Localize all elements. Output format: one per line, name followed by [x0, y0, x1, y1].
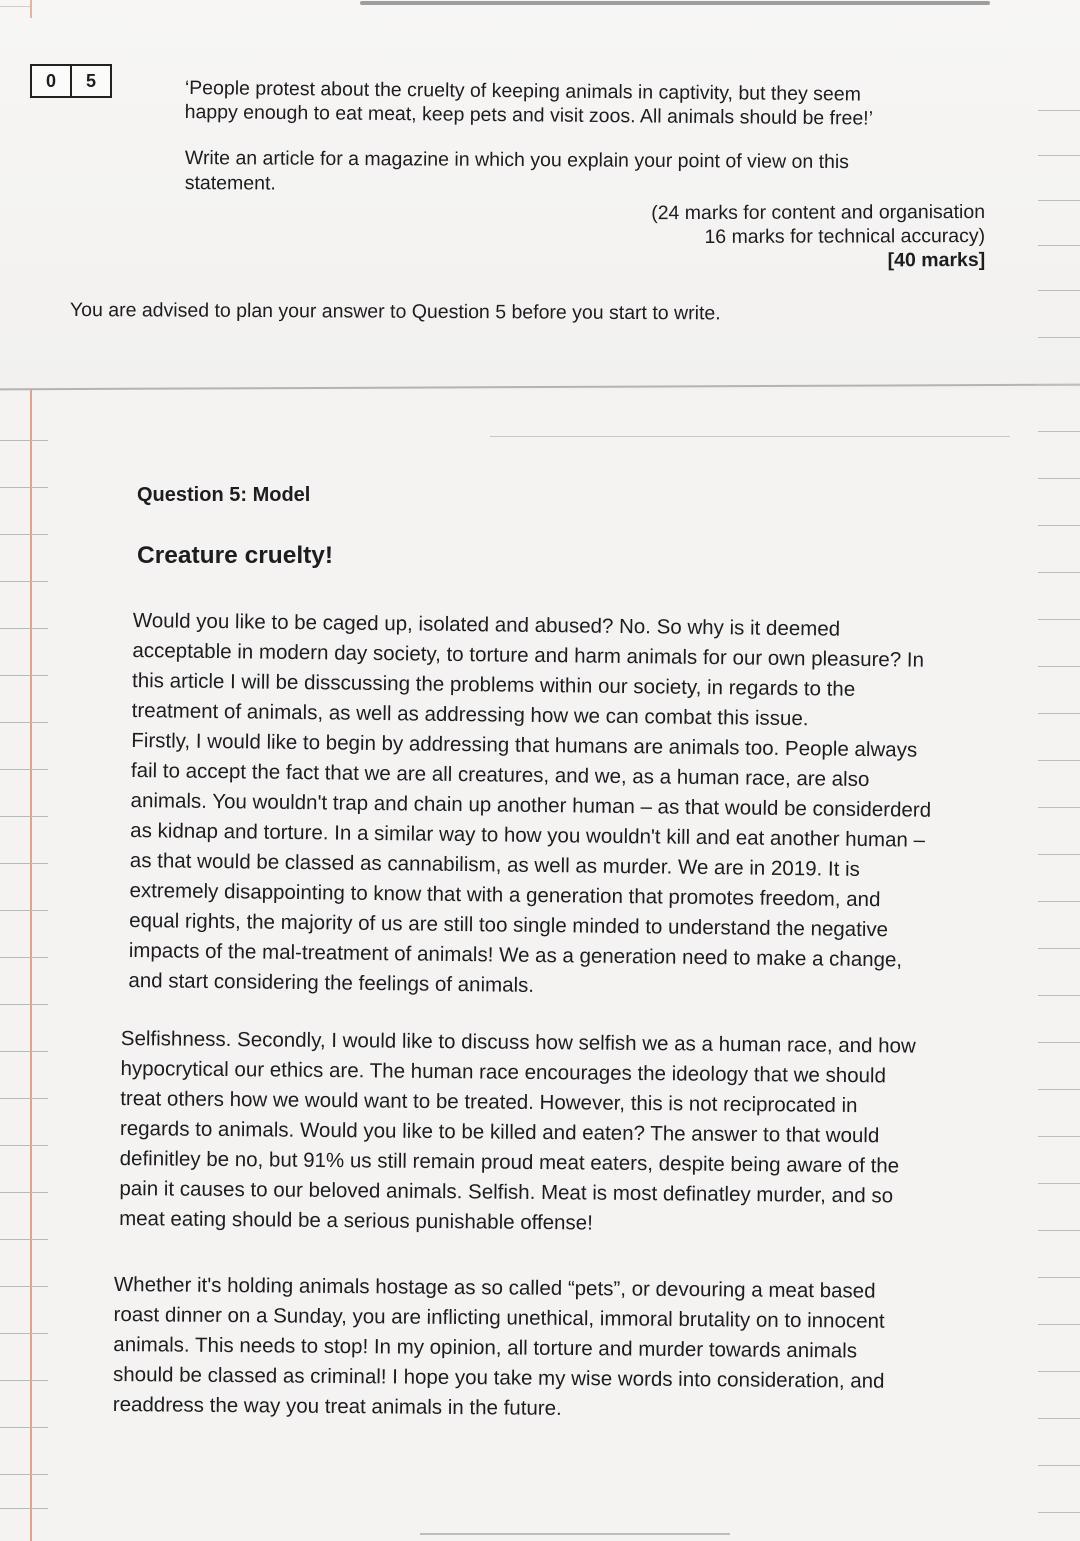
paragraph-line: Selfishness. Secondly, I would like to discuss how selfish we as a human race, and how — [120, 1026, 916, 1058]
top-rule — [360, 1, 990, 5]
paragraph-line: definitley be no, but 91% us still remain proud meat eaters, despite being aware of the — [119, 1146, 900, 1178]
top-left-rule — [0, 6, 30, 7]
paragraph-line: and start considering the feelings of animals. — [128, 968, 535, 997]
paragraph-line: Would you like to be caged up, isolated and abused? No. So why is it deemed — [132, 608, 841, 641]
paragraph-line: animals. This needs to stop! In my opinion, all torture and murder towards animals — [113, 1332, 858, 1363]
paragraph-line: animals. You wouldn't trap and chain up another human – as that would be considerderd — [130, 788, 932, 822]
paragraph-line: as kidnap and torture. In a similar way to how you wouldn't kill and eat another human – — [130, 818, 926, 852]
article-paragraph-2 — [119, 1024, 1016, 1243]
article-paragraph-1 — [128, 606, 1018, 1007]
instruction-line: statement. — [184, 171, 276, 195]
faint-rule — [490, 436, 1010, 437]
left-line-ticks — [0, 390, 50, 1541]
top-margin-tick — [30, 0, 32, 18]
paragraph-line: hypocrytical our ethics are. The human race encourages the ideology that we should — [120, 1056, 887, 1088]
paragraph-line: fail to accept the fact that we are all creatures, and we, as a human race, are also — [130, 758, 870, 792]
marks-content: (24 marks for content and organisation — [651, 201, 986, 225]
paragraph-line: Whether it's holding animals hostage as so called “pets”, or devouring a meat based — [113, 1272, 876, 1303]
question-prompt — [185, 76, 965, 131]
instruction-line: Write an article for a magazine in which you explain your point of view on this — [184, 146, 850, 174]
paragraph-line: impacts of the mal-treatment of animals! We as a generation need to make a change, — [128, 938, 903, 972]
paragraph-line: regards to animals. Would you like to be killed and eaten? The answer to that would — [119, 1116, 880, 1148]
model-answer-label: Question 5: Model — [137, 484, 311, 506]
paragraph-line: treat others how we would want to be treated. However, this is not reciprocated in — [120, 1086, 858, 1118]
planning-advice: You are advised to plan your answer to Question 5 before you start to write. — [69, 299, 721, 325]
paragraph-line: treatment of animals, as well as addressing how we can combat this issue. — [131, 698, 809, 731]
paragraph-line: pain it causes to our beloved animals. Selfish. Meat is most definatley murder, and so — [119, 1176, 894, 1208]
paragraph-line: should be classed as criminal! I hope you take my wise words into consideration, and — [112, 1362, 885, 1393]
question-instruction — [185, 146, 945, 201]
paragraph-line: as that would be classed as cannabilism, as well as murder. We are in 2019. It is — [129, 848, 860, 881]
paragraph-line: acceptable in modern day society, to torture and harm animals for our own pleasure? In — [132, 638, 925, 672]
prompt-line: ‘People protest about the cruelty of keeping animals in captivity, but they seem — [184, 76, 861, 106]
exam-question-sheet — [0, 0, 1080, 390]
question-number-digit: 0 — [30, 64, 72, 98]
article-paragraph-3 — [113, 1270, 1004, 1428]
paragraph-line: roast dinner on a Sunday, you are inflicting unethical, immoral brutality on to innocent — [113, 1302, 885, 1333]
paragraph-line: meat eating should be a serious punishable offense! — [119, 1206, 593, 1235]
paragraph-line: extremely disappointing to know that with a generation that promotes freedom, and — [129, 878, 881, 912]
paragraph-line: equal rights, the majority of us are still too single minded to understand the negative — [129, 908, 889, 942]
paragraph-line: this article I will be disscussing the problems within our society, in regards to the — [131, 668, 856, 701]
prompt-line: happy enough to eat meat, keep pets and visit zoos. All animals should be free!’ — [184, 100, 874, 130]
right-line-ticks — [1035, 100, 1080, 1540]
article-title: Creature cruelty! — [137, 542, 334, 569]
bottom-rule — [420, 1533, 730, 1535]
marks-allocation — [565, 200, 985, 273]
marks-accuracy: 16 marks for technical accuracy) — [704, 224, 986, 248]
marks-total: [40 marks] — [887, 248, 986, 272]
question-number-box — [30, 64, 112, 98]
paragraph-line: readdress the way you treat animals in the future. — [112, 1392, 562, 1420]
paragraph-line: Firstly, I would like to begin by addressing that humans are animals too. People always — [131, 728, 918, 762]
question-number-digit: 5 — [72, 64, 112, 98]
